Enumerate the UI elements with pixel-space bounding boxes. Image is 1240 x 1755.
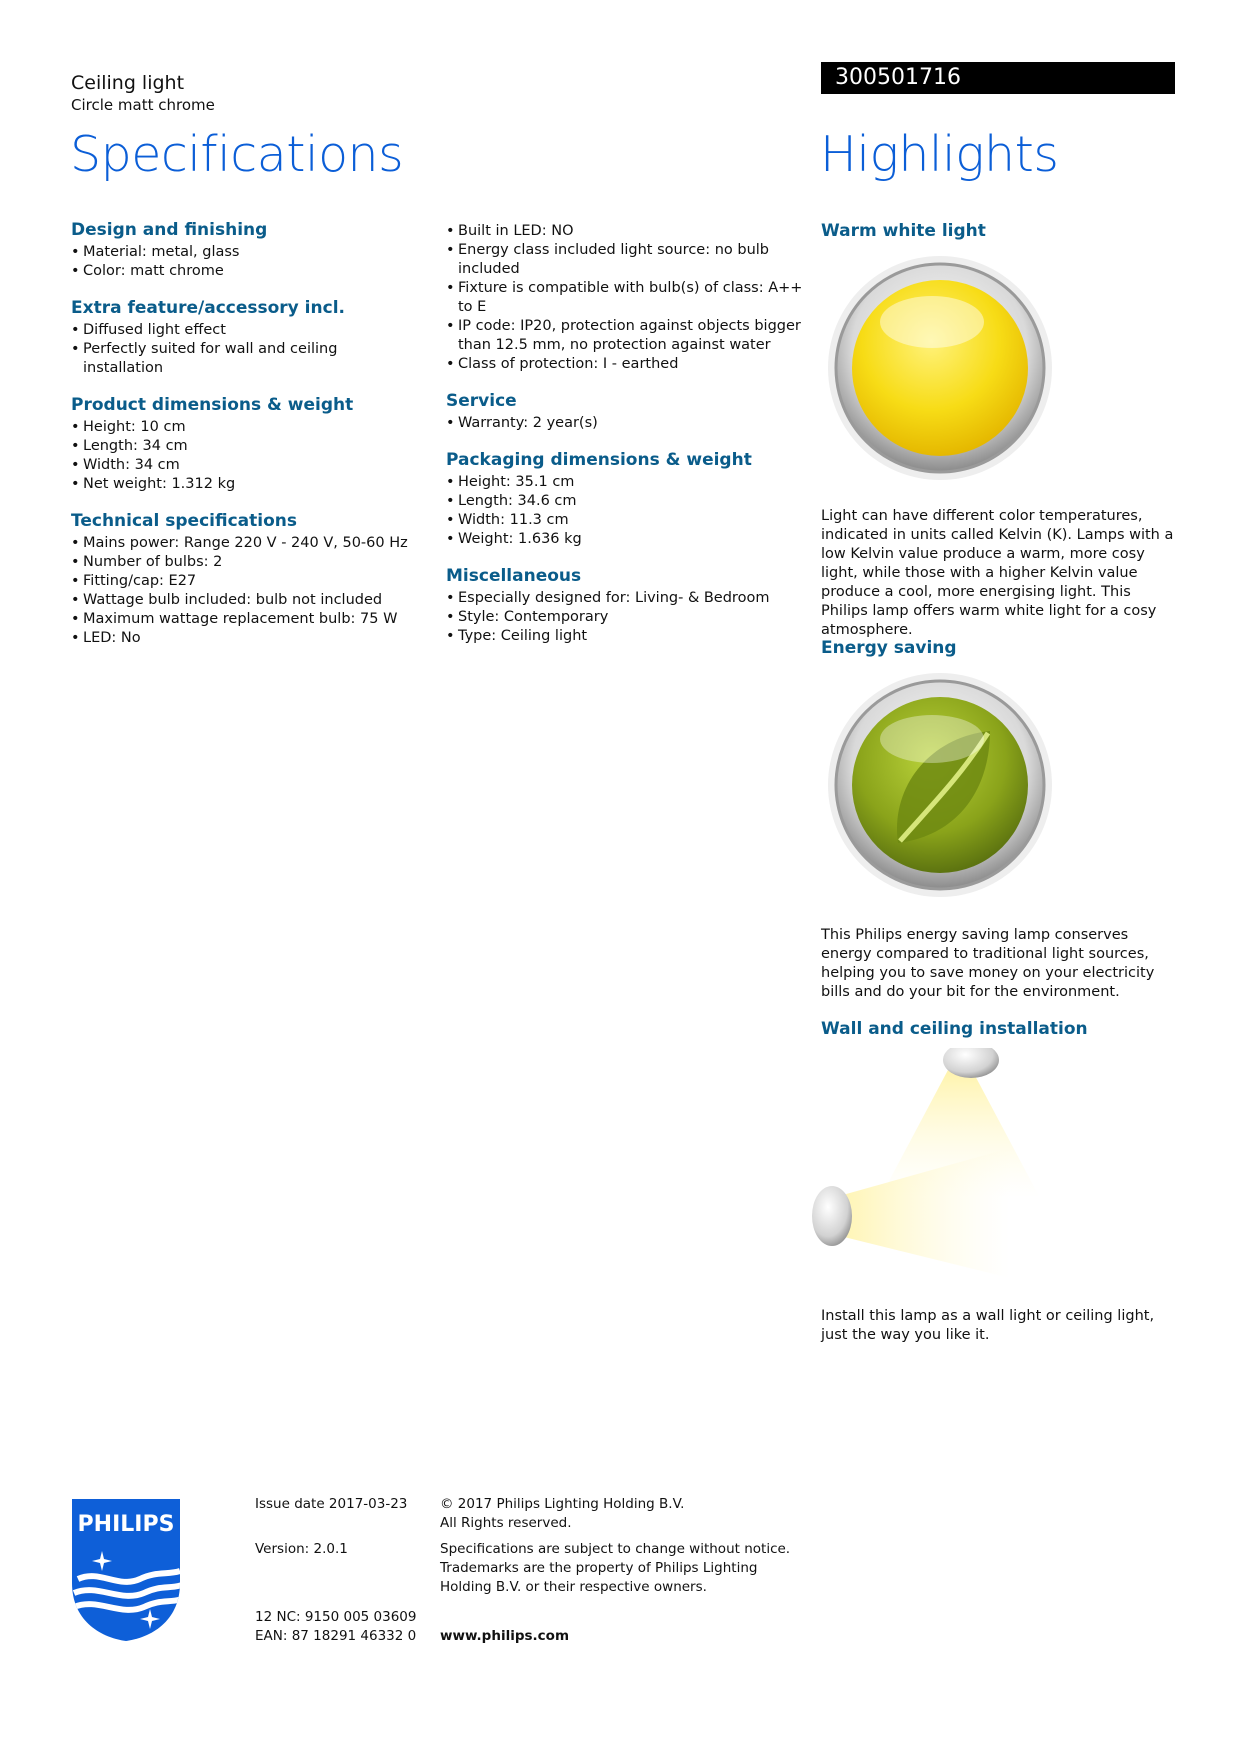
spec-item: • Wattage bulb included: bulb not included [71, 591, 411, 610]
spec-item: • IP code: IP20, protection against objects bigger than 12.5 mm, no protection against water [446, 317, 806, 355]
spec-item: • Height: 10 cm [71, 418, 411, 437]
philips-logo [70, 1497, 182, 1643]
spec-section-technical-cont [446, 222, 806, 374]
spec-heading: Design and finishing [71, 220, 268, 240]
spec-heading: Packaging dimensions & weight [446, 450, 752, 470]
spec-heading: Extra feature/accessory incl. [71, 298, 345, 318]
spec-item: • Height: 35.1 cm [446, 473, 806, 492]
spec-item: • Warranty: 2 year(s) [446, 414, 806, 433]
spec-item: • Especially designed for: Living- & Bedroom [446, 589, 806, 608]
spec-heading: Technical specifications [71, 511, 297, 531]
spec-heading: Service [446, 391, 517, 411]
spec-item: • Width: 11.3 cm [446, 511, 806, 530]
spec-item: • Weight: 1.636 kg [446, 530, 806, 549]
spec-heading: Miscellaneous [446, 566, 582, 586]
highlight-text-wall: Install this lamp as a wall light or ceiling light, just the way you like it. [821, 1308, 1155, 1343]
highlights-title: Highlights [820, 126, 1059, 183]
spec-section-technical [71, 511, 411, 648]
spec-section-misc [446, 566, 806, 646]
spec-item: • Built in LED: NO [446, 222, 806, 241]
highlight-heading-warm: Warm white light [821, 221, 986, 241]
product-code-bar: 300501716 [821, 62, 1175, 94]
rights-reserved: All Rights reserved. [440, 1515, 572, 1531]
philips-logo-text: PHILIPS [77, 1512, 175, 1537]
spec-section-product-dimensions [71, 395, 411, 494]
energy-saving-leaf-icon [820, 667, 1060, 907]
highlight-heading-energy: Energy saving [821, 638, 957, 658]
highlight-heading-wall: Wall and ceiling installation [821, 1019, 1088, 1039]
product-title: Ceiling light [71, 72, 185, 94]
product-subtitle: Circle matt chrome [71, 96, 215, 114]
copyright: © 2017 Philips Lighting Holding B.V. [440, 1496, 685, 1512]
spec-item: • Type: Ceiling light [446, 627, 806, 646]
spec-item: • Width: 34 cm [71, 456, 411, 475]
specs-column-2 [446, 222, 806, 663]
spec-section-extra [71, 298, 411, 378]
highlight-text-energy: This Philips energy saving lamp conserves energy compared to traditional light sources, helping you to save money on your electricity bills and do your bit for the environment. [821, 927, 1155, 1000]
spec-item: • Color: matt chrome [71, 262, 411, 281]
ean-code: EAN: 87 18291 46332 0 [255, 1628, 417, 1644]
warm-light-icon [820, 250, 1060, 490]
highlight-text-warm: Light can have different color temperatures, indicated in units called Kelvin (K). Lamps with a low Kelvin value produce a warm, more cosy light, while those with a higher Kelvin value produce a cool, more energising light. This Philips lamp offers warm white light for a cosy atmosphere. [821, 508, 1174, 638]
spec-item: • Net weight: 1.312 kg [71, 475, 411, 494]
spec-item: • Style: Contemporary [446, 608, 806, 627]
spec-heading: Product dimensions & weight [71, 395, 354, 415]
spec-item: • Perfectly suited for wall and ceiling installation [71, 340, 411, 378]
spec-section-packaging [446, 450, 806, 549]
spec-item: • Fixture is compatible with bulb(s) of class: A++ to E [446, 279, 806, 317]
spec-item: • Diffused light effect [71, 321, 411, 340]
spec-item: • Length: 34 cm [71, 437, 411, 456]
twelve-nc: 12 NC: 9150 005 03609 [255, 1609, 417, 1625]
disclaimer: Specifications are subject to change without notice. Trademarks are the property of Philips Lighting Holding B.V. or their respective owners. [440, 1541, 791, 1595]
specs-column-1 [71, 220, 411, 665]
spec-section-service [446, 391, 806, 433]
issue-date: Issue date 2017-03-23 [255, 1496, 408, 1512]
spec-item: • Energy class included light source: no bulb included [446, 241, 806, 279]
spec-item: • Fitting/cap: E27 [71, 572, 411, 591]
spec-item: • Maximum wattage replacement bulb: 75 W [71, 610, 411, 629]
wall-ceiling-lamp-icon [810, 1048, 1070, 1278]
spec-item: • Length: 34.6 cm [446, 492, 806, 511]
spec-section-design [71, 220, 411, 281]
spec-item: • Mains power: Range 220 V - 240 V, 50-60 Hz [71, 534, 411, 553]
spec-item: • Material: metal, glass [71, 243, 411, 262]
website-link[interactable]: www.philips.com [440, 1628, 570, 1644]
specifications-title: Specifications [70, 126, 404, 183]
spec-item: • Class of protection: I - earthed [446, 355, 806, 374]
spec-item: • Number of bulbs: 2 [71, 553, 411, 572]
version: Version: 2.0.1 [255, 1541, 348, 1557]
spec-item: • LED: No [71, 629, 411, 648]
